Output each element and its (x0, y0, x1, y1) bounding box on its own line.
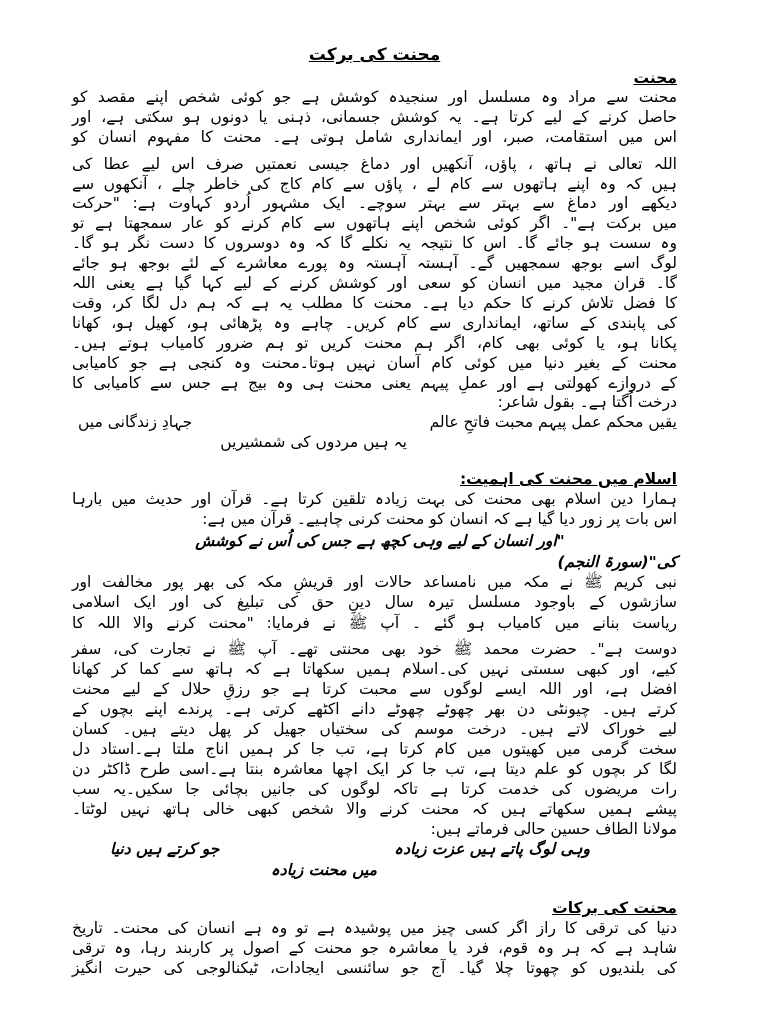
section-heading-barkat: محنت کی برکات (552, 899, 677, 917)
text-line: حاصل کرنے کے لیے کرتا ہے۔ یہ کوشش جسمانی، ذہنی یا دونوں ہو سکتی ہے، اور (72, 108, 677, 126)
text-line: سخت گرمی میں کھیتوں میں کام کرتا ہے، تب جا کر ہمیں اناج ملتا ہے۔استاد دل (72, 740, 677, 758)
text-line: میں برکت ہے"۔ اگر کوئی شخص اپنے ہاتھوں سے کام کرنے کو عار سمجھتا ہے تو (72, 214, 677, 232)
verse-line-2: یہ ہیں مردوں کی شمشیریں (220, 433, 407, 451)
text-line: اس میں استقامت، صبر، اور ایمانداری شامل ہوتی ہے۔ محنت کا مفہوم انسان کو (72, 128, 677, 146)
text-line: لگا کر بچوں کو علم دیتا ہے، تب جا کر ایک اچھا معاشرہ بنتا ہے۔اسی طرح ڈاکٹر دن (72, 760, 677, 778)
text-line: کیے، اور کبھی سستی نہیں کی۔اسلام ہمیں سکھاتا ہے کہ ہاتھ سے کما کر کھانا (72, 660, 677, 678)
text-line: شاہد ہے کہ ہر وہ قوم، فرد یا معاشرہ جو محنت کے اصول پر کاربند رہا، وہ ترقی (72, 939, 677, 957)
text-line: وہ سست ہو جائے گا۔ اس کا نتیجہ یہ نکلے گا کہ وہ دوسروں کا دست نگر ہو گا۔ (72, 234, 677, 252)
text-line: محنت سے مراد وہ مسلسل اور سنجیدہ کوشش ہے جو کوئی شخص اپنے مقصد کو (72, 88, 677, 106)
section-heading-islam: اسلام میں محنت کی اہمیت: (459, 470, 677, 488)
text-line: لوگ اسے بوجھ سمجھیں گے۔ آہستہ آہستہ وہ پورے معاشرے کے لئے بوجھ ہو جائے (72, 254, 677, 272)
verse-line-right: یقیں محکم عمل پیہم محبت فاتحِ عالم (429, 413, 677, 431)
text-line: گا۔ قران مجید میں انسان کو سعی اور کوشش کرنے کے لیے کہا گیا ہے یعنی اللہ (72, 274, 677, 292)
text-line: افضل ہے، اور اللہ ایسے لوگوں سے محبت کرتا ہے جو رزقِ حلال کے لیے محنت (72, 680, 677, 698)
text-line: اللہ تعالی نے ہاتھ ، پاؤں، آنکھیں اور دماغ جیسی نعمتیں صرف اس لیے عطا کی (72, 155, 677, 173)
text-line: محنت کے بغیر دنیا میں کوئی کام آسان نہیں ہوتا۔محنت وہ کنجی ہے جو کامیابی (72, 354, 677, 372)
page-title: محنت کی برکت (308, 45, 441, 65)
text-line: نبی کریم ﷺ نے مکہ میں نامساعد حالات اور قریشِ مکہ کی بھر پور مخالفت اور (72, 573, 677, 591)
verse-line-left: جہادِ زندگانی میں (78, 413, 193, 431)
verse-line-left: جو کرتے ہیں دنیا (110, 840, 220, 858)
text-line: کرتے ہیں۔ چیونٹی دن بھر چھوٹے چھوٹے دانے اکٹھے کرتی ہے۔ پرندے اپنے بچوں کے (72, 700, 677, 718)
text-line: مولانا الطاف حسین حالی فرماتے ہیں: (430, 820, 677, 838)
text-line: دنیا کی ترقی کا راز اگر کسی چیز میں پوشیدہ ہے تو وہ ہے انسان کی محنت۔ تاریخ (72, 919, 677, 937)
text-line: کے دروازے کھولتی ہے اور عملِ پیہم یعنی محنت ہی وہ بیج ہے جس سے کامیابی کا (72, 374, 677, 392)
section-heading-mehnat: محنت (633, 69, 677, 87)
quote-line: کی"(سورۃ النجم) (557, 553, 677, 571)
text-line: کی پابندی کے ساتھ، ایمانداری سے کام کریں۔ چاہے وہ پڑھائی ہو، کھیل ہو، کھانا (72, 314, 677, 332)
text-line: ہمارا دین اسلام بھی محنت کی بہت زیادہ تلقین کرتا ہے۔ قرآن اور حدیث میں بارہا (72, 490, 677, 508)
verse-line-2: میں محنت زیادہ (270, 861, 377, 879)
text-line: کی بلندیوں کو چھوتا چلا گیا۔ آج جو سائنسی ایجادات، ٹیکنالوجی کی حیرت انگیز (72, 959, 677, 977)
text-line: ریاست بنانے میں کامیاب ہو گئے ۔ آپ ﷺ نے فرمایا: "محنت کرنے والا اللہ کا (72, 614, 677, 632)
text-line: پیشے ہمیں سکھاتے ہیں کہ محنت کرنے والا شخص کبھی خالی ہاتھ نہیں لوٹتا۔ (72, 800, 677, 818)
text-line: سازشوں کے باوجود مسلسل تیرہ سال دینِ حق کی تبلیغ کی اور ایک اسلامی (72, 593, 677, 611)
text-line: رات مریضوں کی خدمت کرتا ہے تاکہ لوگوں کی جانیں بچائی جا سکیں۔یہ سب (72, 780, 677, 798)
verse-line-right: وہی لوگ پاتے ہیں عزت زیادہ (394, 840, 590, 858)
quote-line: "اور انسان کے لیے وہی کچھ ہے جس کی اُس نے کوشش (195, 532, 565, 550)
text-line: ہیں کہ وہ اپنے ہاتھوں سے کام لے ، پاؤں سے کام کاج کی خاطر چلے ، آنکھوں سے (72, 175, 677, 193)
text-line: کا فضل تلاش کرنے کا حکم دیا ہے۔ محنت کا مطلب یہ ہے کہ ہم دل لگا کر، وقت (72, 294, 677, 312)
text-line: دیکھے اور دماغ سے بہتر سے بہتر سوچے۔ ایک مشہور اُردو کہاوت ہے: "حرکت (72, 194, 677, 212)
text-line: اس بات پر زور دیا گیا ہے کہ انسان کو محنت کرنی چاہیے۔ قرآن میں ہے: (202, 510, 677, 528)
text-line: لیے خوراک لاتے ہیں۔ درخت موسم کی سختیاں جھیل کر پھل دیتے ہیں۔ کسان (72, 720, 677, 738)
text-line: درخت اُگتا ہے۔ بقول شاعر: (497, 393, 677, 411)
text-line: پکانا ہو، یا کوئی بھی کام، اگر ہم محنت کریں تو ہم ضرور کامیاب ہوتے ہیں۔ (72, 334, 677, 352)
text-line: دوست ہے"۔ حضرت محمد ﷺ خود بھی محنتی تھے۔ آپ ﷺ نے تجارت کی، سفر (72, 640, 677, 658)
